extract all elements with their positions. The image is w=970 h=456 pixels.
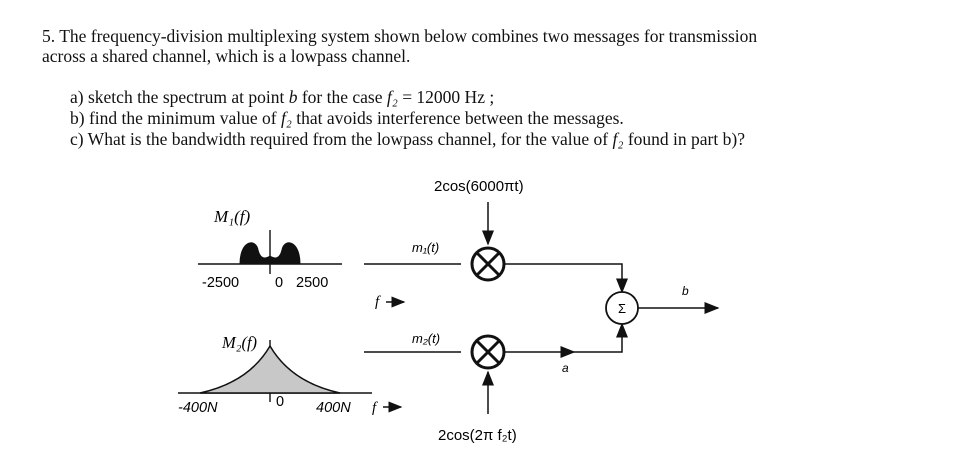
- summer: [606, 292, 638, 324]
- m2-tick-pos: 400N: [316, 400, 351, 416]
- carrier2-label: 2cos(2π f₂t): [438, 427, 517, 444]
- part-c-after: found in part b)?: [623, 129, 745, 149]
- m2-signal-label: m₂(t): [412, 331, 441, 346]
- m1-spectrum: [198, 207, 342, 291]
- part-a-f2: f₂: [386, 87, 398, 107]
- f-axis-arrow-1: [375, 294, 404, 310]
- intro-line-2: across a shared channel, which is a lowpass channel.: [42, 46, 411, 66]
- m2-spectrum: [178, 333, 401, 416]
- problem-number: 5.: [42, 26, 56, 46]
- mixer1-output-line: [504, 264, 622, 292]
- intro-line-1: The frequency-division multiplexing system shown below combines two messages for transmission: [59, 26, 758, 46]
- part-a-text: sketch the spectrum at point: [87, 87, 289, 107]
- summer-symbol: Σ: [617, 301, 627, 316]
- part-a-var: b: [288, 87, 298, 107]
- m1-tick-pos: 2500: [296, 275, 329, 291]
- mixer2-output-line: [574, 324, 622, 352]
- m1-tick-neg: -2500: [202, 275, 240, 291]
- point-a-label: a: [562, 361, 569, 375]
- m2-label: M₂(f): [222, 333, 258, 352]
- f-axis-1-label: f: [375, 294, 380, 310]
- part-a-after: = 12000 Hz ;: [397, 87, 495, 107]
- part-a-label: a): [70, 87, 84, 107]
- part-a-mid: for the case: [297, 87, 387, 107]
- m1-tick-zero: 0: [275, 275, 284, 291]
- part-b-label: b): [70, 108, 85, 128]
- m2-tick-zero: 0: [276, 394, 285, 410]
- part-c-text: What is the bandwidth required from the lowpass channel, for the value of: [87, 129, 613, 149]
- part-b-text: find the minimum value of: [88, 108, 281, 128]
- mixer-1: [472, 248, 504, 280]
- m2-tick-neg: -400N: [178, 400, 218, 416]
- m2-spectrum-shape: [200, 346, 340, 393]
- mixer-2: [472, 336, 504, 368]
- f-axis-2-label: f: [372, 400, 377, 416]
- part-b-after: that avoids interference between the messages.: [291, 108, 624, 128]
- carrier1-label: 2cos(6000πt): [434, 178, 524, 195]
- part-c-label: c): [70, 129, 84, 149]
- m1-label: M₁(f): [214, 207, 251, 226]
- m1-signal-label: m₁(t): [412, 240, 440, 255]
- part-c-f2: f₂: [612, 129, 624, 149]
- point-b-label: b: [682, 284, 689, 298]
- part-b-f2: f₂: [280, 108, 292, 128]
